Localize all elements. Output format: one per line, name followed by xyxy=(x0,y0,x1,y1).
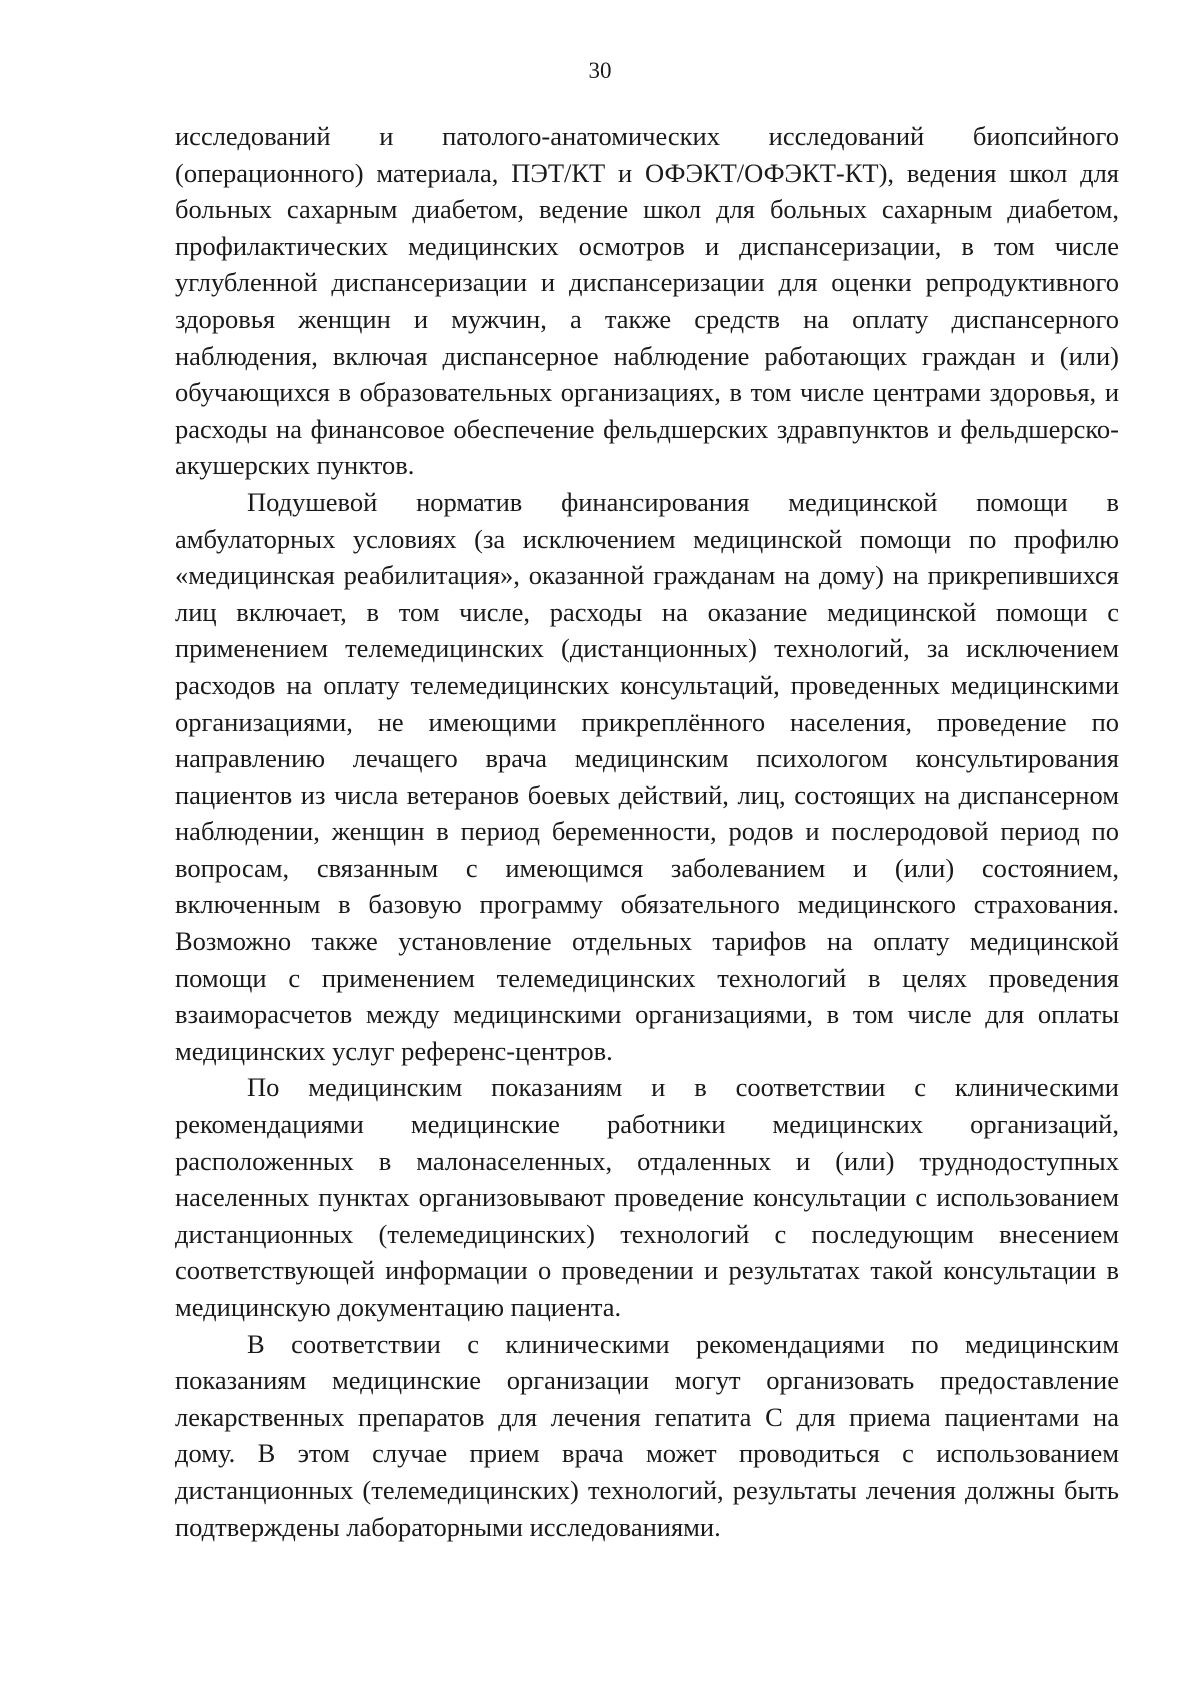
document-body xyxy=(175,118,1119,1545)
paragraph-continuation: исследований и патолого-анатомических исследований биопсийного (операционного) материала, ПЭТ/КТ и ОФЭКТ/ОФЭКТ-КТ), ведения школ для больных сахарным диабетом, ведение школ для больных сахарным диабетом, профилактических медицинских осмотров и диспансеризации, в том числе углубленной диспансеризации и диспансеризации для оценки репродуктивного здоровья женщин и мужчин, а также средств на оплату диспансерного наблюдения, включая диспансерное наблюдение работающих граждан и (или) обучающихся в образовательных организациях, в том числе центрами здоровья, и расходы на финансовое обеспечение фельдшерских здравпунктов и фельдшерско-акушерских пунктов. xyxy=(175,121,1119,481)
paragraph-hepatitis-c-treatment: В соответствии с клиническими рекомендациями по медицинским показаниям медицинские организации могут организовать предоставление лекарственных препаратов для лечения гепатита С для приема пациентами на дому. В этом случае прием врача может проводиться с использованием дистанционных (телемедицинских) технологий, результаты лечения должны быть подтверждены лабораторными исследованиями. xyxy=(175,1328,1119,1542)
paragraph-per-capita-standard: Подушевой норматив финансирования медицинской помощи в амбулаторных условиях (за исключением медицинской помощи по профилю «медицинская реабилитация», оказанной гражданам на дому) на прикрепившихся лиц включает, в том числе, расходы на оказание медицинской помощи с применением телемедицинских (дистанционных) технологий, за исключением расходов на оплату телемедицинских консультаций, проведенных медицинскими организациями, не имеющими прикреплённого населения, проведение по направлению лечащего врача медицинским психологом консультирования пациентов из числа ветеранов боевых действий, лиц, состоящих на диспансерном наблюдении, женщин в период беременности, родов и послеродовой период по вопросам, связанным с имеющимся заболеванием и (или) состоянием, включенным в базовую программу обязательного медицинского страхования. Возможно также установление отдельных тарифов на оплату медицинской помощи с применением телемедицинских технологий в целях проведения взаиморасчетов между медицинскими организациями, в том числе для оплаты медицинских услуг референс-центров. xyxy=(175,486,1119,1066)
page-number: 30 xyxy=(588,58,612,83)
paragraph-remote-consultations: По медицинским показаниям и в соответствии с клиническими рекомендациями медицинские работники медицинских организаций, расположенных в малонаселенных, отдаленных и (или) труднодоступных населенных пунктах организовывают проведение консультации с использованием дистанционных (телемедицинских) технологий с последующим внесением соответствующей информации о проведении и результатах такой консультации в медицинскую документацию пациента. xyxy=(175,1072,1119,1322)
